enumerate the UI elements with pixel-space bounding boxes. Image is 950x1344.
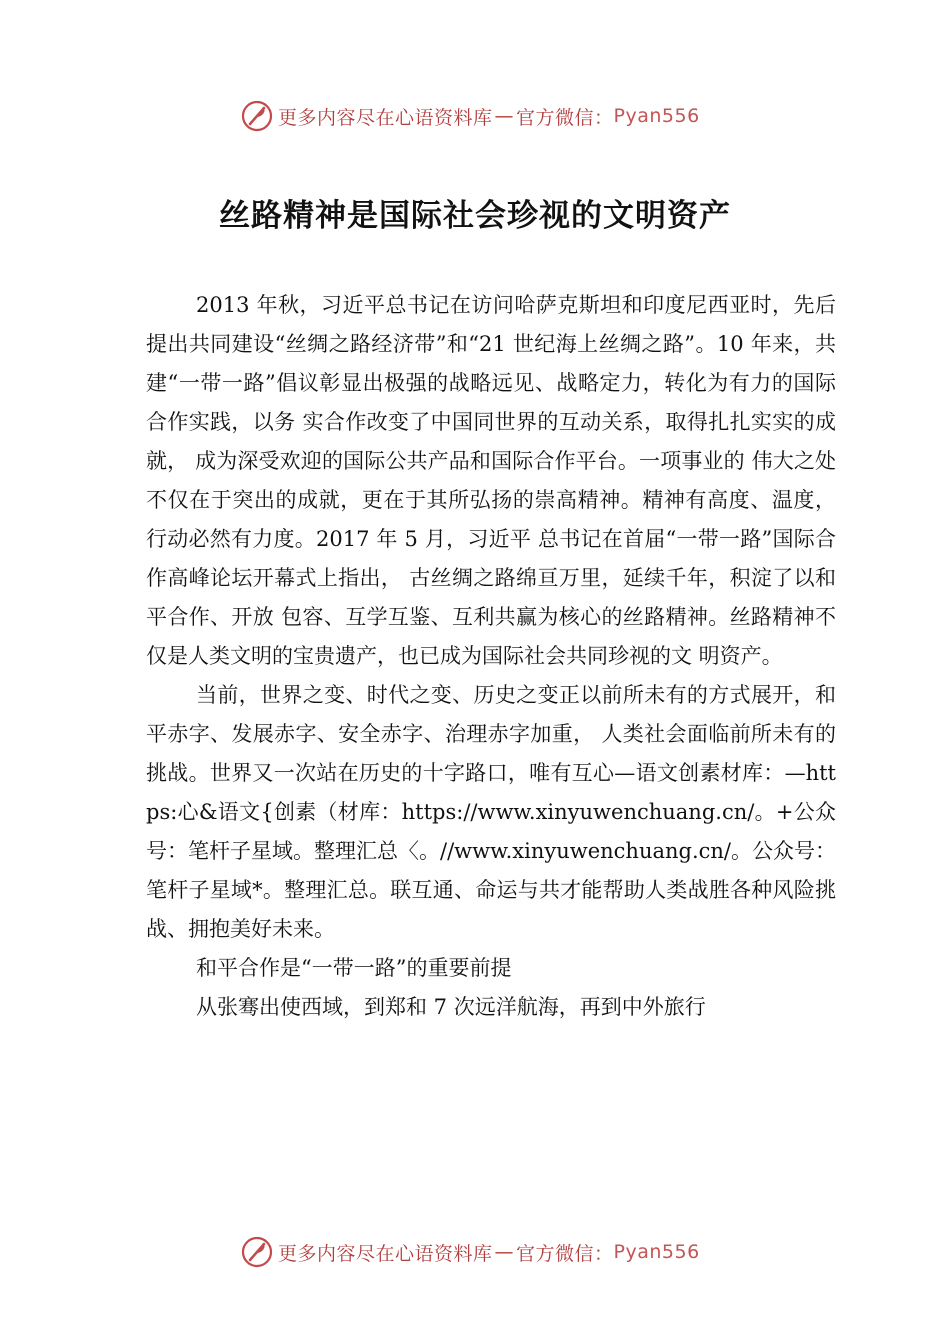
banner-wechat-id: Pyan556: [613, 105, 700, 127]
document-body: [146, 286, 836, 1027]
paragraph: 当前，世界之变、时代之变、历史之变正以前所未有的方式展开，和平赤字、发展赤字、安全赤字、治理赤字加重， 人类社会面临前所未有的挑战。世界又一次站在历史的十字路口，唯有互心—语文创素材库：—https:心&语文{创素（材库：https://www.xinyuwenchuang.cn/。+公众号：笔杆子星域。整理汇总〈。//www.xinyuwenchuang.cn/。公众号：笔杆子星域*。整理汇总。联互通、命运与共才能帮助人类战胜各种风险挑战、拥抱美好未来。: [146, 683, 836, 941]
banner-slogan: 更多内容尽在心语资料库: [278, 106, 493, 129]
paragraph: 从张骞出使西域，到郑和 7 次远洋航海，再到中外旅行: [196, 995, 706, 1019]
banner-separator: —: [494, 105, 515, 127]
quill-logo-icon: [240, 1235, 274, 1269]
section-heading: 和平合作是“一带一路”的重要前提: [196, 956, 512, 980]
banner-slogan: 更多内容尽在心语资料库: [278, 1242, 493, 1265]
banner-wechat-id: Pyan556: [613, 1241, 700, 1263]
paragraph: 2013 年秋，习近平总书记在访问哈萨克斯坦和印度尼西亚时，先后提出共同建设“丝绸之路经济带”和“21 世纪海上丝绸之路”。10 年来，共建“一带一路”倡议彰显出极强的战略远见、战略定力，转化为有力的国际合作实践，以务 实合作改变了中国同世界的互动关系，取得扎扎实实的成就， 成为深受欢迎的国际公共产品和国际合作平台。一项事业的 伟大之处不仅在于突出的成就，更在于其所弘扬的崇高精神。精神有高度、温度，行动必然有力度。2017 年 5 月，习近平 总书记在首届“一带一路”国际合作高峰论坛开幕式上指出， 古丝绸之路绵亘万里，延续千年，积淀了以和平合作、开放 包容、互学互鉴、互利共赢为核心的丝路精神。丝路精神不 仅是人类文明的宝贵遗产，也已成为国际社会共同珍视的文 明资产。: [146, 293, 836, 668]
header-banner: [240, 96, 760, 136]
banner-wechat-label: 官方微信：: [516, 1242, 614, 1265]
document-title: 丝路精神是国际社会珍视的文明资产: [219, 198, 731, 234]
footer-banner: [240, 1232, 760, 1272]
quill-logo-icon: [240, 99, 274, 133]
banner-separator: —: [494, 1241, 515, 1263]
banner-wechat-label: 官方微信：: [516, 106, 614, 129]
